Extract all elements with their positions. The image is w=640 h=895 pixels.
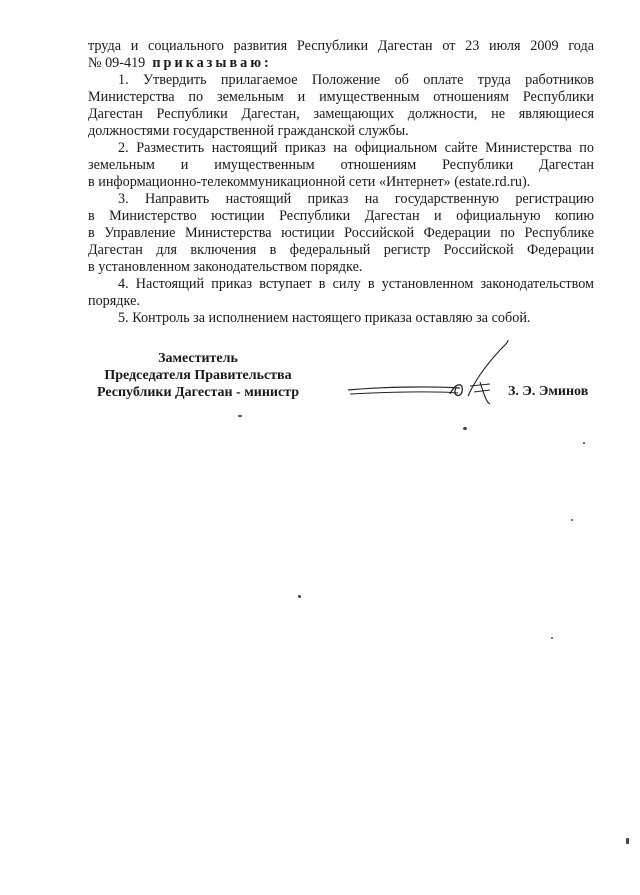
scan-speck <box>551 637 553 639</box>
item-3-line: в Министерство юстиции Республики Дагестан и официальную копию <box>88 208 594 224</box>
item-1-line: 1. Утвердить прилагаемое Положение об оплате труда работников <box>118 72 594 88</box>
scan-speck <box>238 415 242 417</box>
item-2-line: 2. Разместить настоящий приказ на официальном сайте Министерства по <box>118 140 594 156</box>
item-3-line: 3. Направить настоящий приказ на государственную регистрацию <box>118 191 594 207</box>
item-1-line: должностями государственной гражданской службы. <box>88 123 409 139</box>
scan-speck <box>463 427 467 430</box>
signatory-name: З. Э. Эминов <box>508 384 589 399</box>
item-1 <box>88 72 594 140</box>
item-2-line: земельным и имущественным отношениям Республики Дагестан <box>88 157 594 173</box>
item-3-line: в установленном законодательством порядке. <box>88 259 363 275</box>
item-1-line: Министерства по земельным и имущественным отношениям Республики <box>88 89 594 105</box>
intro-paragraph <box>88 38 594 72</box>
intro-line-2 <box>88 55 594 72</box>
scan-speck <box>571 519 573 521</box>
item-2 <box>88 140 594 191</box>
scan-speck <box>626 838 629 844</box>
intro-line-1: труда и социального развития Республики Дагестан от 23 июля 2009 года <box>88 38 594 54</box>
item-2-line: в информационно-телекоммуникационной сети «Интернет» (estate.rd.ru). <box>88 174 531 190</box>
item-4-line: 4. Настоящий приказ вступает в силу в установленном законодательством <box>118 276 594 292</box>
handwritten-signature <box>340 338 510 408</box>
item-3 <box>88 191 594 276</box>
signatory-title-line: Заместитель <box>158 351 238 366</box>
item-1-line: Дагестан Республики Дагестан, замещающих должности, не являющиеся <box>88 106 594 122</box>
item-3-line: в Управление Министерства юстиции Российской Федерации по Республике <box>88 225 594 241</box>
item-5-line: 5. Контроль за исполнением настоящего приказа оставляю за собой. <box>118 310 531 326</box>
item-4 <box>88 276 594 310</box>
scan-speck <box>298 595 301 598</box>
order-number: № 09-419 <box>88 55 146 71</box>
item-5 <box>88 310 594 327</box>
item-3-line: Дагестан для включения в федеральный регистр Российской Федерации <box>88 242 594 258</box>
document-body <box>88 38 594 327</box>
signatory-title <box>88 350 308 401</box>
signatory-title-line: Председателя Правительства <box>104 368 292 383</box>
order-command: приказываю: <box>152 55 272 71</box>
signatory-title-line: Республики Дагестан - министр <box>96 385 299 400</box>
item-4-line: порядке. <box>88 293 140 309</box>
scan-speck <box>583 442 585 444</box>
